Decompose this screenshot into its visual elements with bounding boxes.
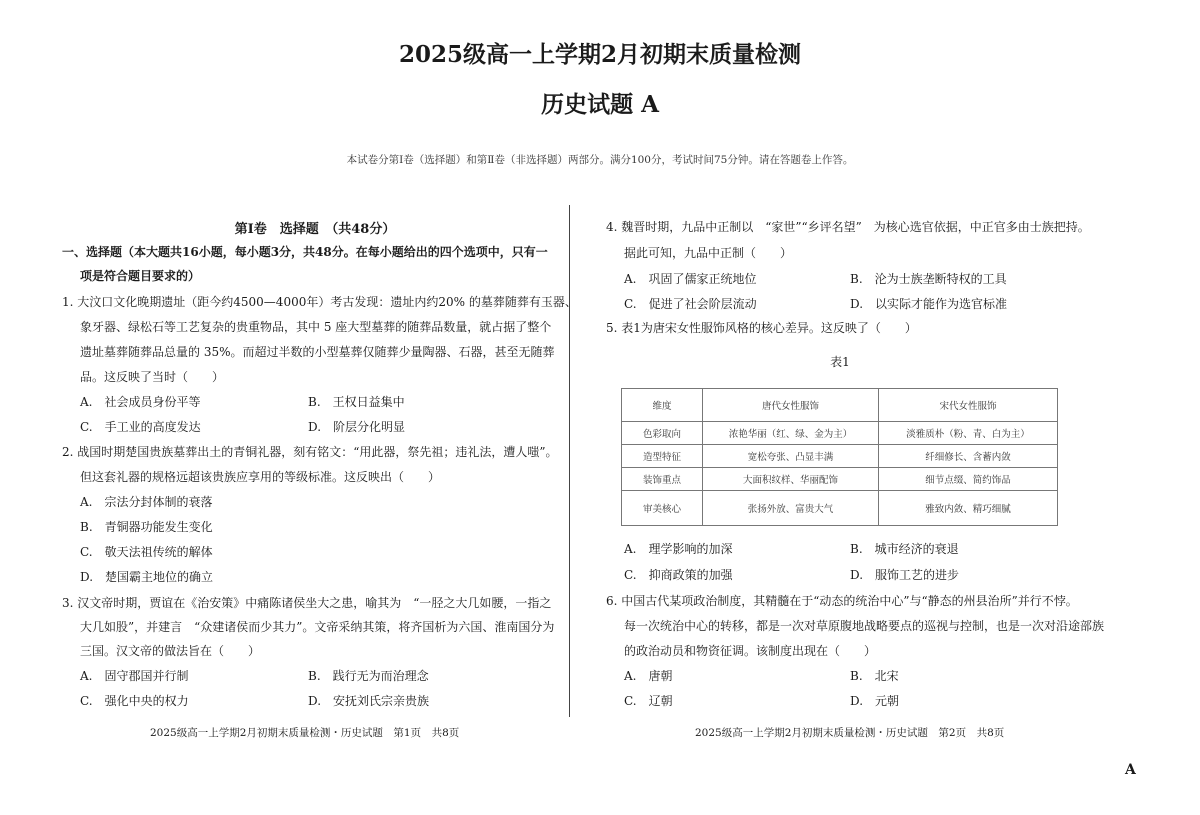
table-row [622,468,1058,491]
table-cell: 宽松夸张、凸显丰满 [703,445,879,468]
q3-stem-line-2: 大几如股”，并建言 “众建诸侯而少其力”。文帝采纳其策，将齐国析为六国、淮南国分为 [80,620,555,634]
q4-stem-line-2: 据此可知，九品中正制（ ） [624,246,793,260]
q1-stem-line-1: 1. 大汶口文化晚期遗址（距今约4500—4000年）考古发现：遗址内约20% 的墓葬随葬有玉器、 [62,295,577,309]
page-footer-2: 2025级高一上学期2月初期末质量检测・历史试题 第2页 共8页 [695,727,1005,739]
q6-stem-line-2: 每一次统治中心的转移，都是一次对草原腹地战略要点的巡视与控制，也是一次对沿途部族 [624,619,1105,633]
q1-option-a[interactable]: A. 社会成员身份平等 [80,395,201,409]
q3-option-b[interactable]: B. 践行无为而治理念 [308,669,429,683]
q2-option-c[interactable]: C. 敬天法祖传统的解体 [80,545,213,559]
q6-option-a[interactable]: A. 唐朝 [624,669,673,683]
table-header-row [622,389,1058,422]
q4-option-b[interactable]: B. 沦为士族垄断特权的工具 [850,272,1007,286]
table-cell: 雅致内敛、精巧细腻 [879,491,1058,526]
table-header-cell: 唐代女性服饰 [703,389,879,422]
section-title: 第Ⅰ卷 选择题 （共48分） [234,222,396,237]
table-caption: 表1 [830,355,850,369]
table-cell: 张扬外放、富贵大气 [703,491,879,526]
table-cell: 浓艳华丽（红、绿、金为主） [703,422,879,445]
q2-option-a[interactable]: A. 宗法分封体制的衰落 [80,495,213,509]
q1-stem-line-3: 遗址墓葬随葬品总量的 35%。而超过半数的小型墓葬仅随葬少量陶器、石器，甚至无随葬 [80,345,555,359]
table-cell: 大面积纹样、华丽配饰 [703,468,879,491]
q6-stem-line-3: 的政治动员和物资征调。该制度出现在（ ） [624,644,877,658]
table-row [622,491,1058,526]
q4-option-a[interactable]: A. 巩固了儒家正统地位 [624,272,757,286]
exam-subtitle: 历史试题 A [541,91,659,118]
q2-stem-line-2: 但这套礼器的规格远超该贵族应享用的等级标准。这反映出（ ） [80,470,441,484]
comparison-table [621,388,1058,526]
q1-option-d[interactable]: D. 阶层分化明显 [308,420,406,434]
q6-stem-line-1: 6. 中国古代某项政治制度，其精髓在于“动态的统治中心”与“静态的州县治所”并行不悖。 [606,594,1078,608]
table-cell: 造型特征 [622,445,703,468]
q3-option-a[interactable]: A. 固守郡国并行制 [80,669,189,683]
q3-option-c[interactable]: C. 强化中央的权力 [80,694,189,708]
q6-option-b[interactable]: B. 北宋 [850,669,899,683]
q2-stem-line-1: 2. 战国时期楚国贵族墓葬出土的青铜礼器，刻有铭文：“用此器，祭先祖；违礼法，遭人嗤”。 [62,445,558,459]
q2-option-d[interactable]: D. 楚国霸主地位的确立 [80,570,214,584]
table-cell: 审美核心 [622,491,703,526]
paper-version-mark: A [1125,762,1136,778]
q4-stem-line-1: 4. 魏晋时期，九品中正制以 “家世”“乡评名望” 为核心选官依据，中正官多由士族把持。 [606,220,1090,234]
q5-option-d[interactable]: D. 服饰工艺的进步 [850,568,960,582]
q6-option-c[interactable]: C. 辽朝 [624,694,673,708]
section-instruction-line-2: 项是符合题目要求的） [80,269,201,283]
table-row [622,445,1058,468]
table-cell: 细节点缀、简约饰品 [879,468,1058,491]
page-footer-1: 2025级高一上学期2月初期末质量检测・历史试题 第1页 共8页 [150,727,460,739]
table-header-cell: 宋代女性服饰 [879,389,1058,422]
table-cell: 淡雅质朴（粉、青、白为主） [879,422,1058,445]
q5-stem-line-1: 5. 表1为唐宋女性服饰风格的核心差异。这反映了（ ） [606,321,917,335]
q5-option-a[interactable]: A. 理学影响的加深 [624,542,733,556]
q1-stem-line-4: 品。这反映了当时（ ） [80,370,225,384]
q5-option-b[interactable]: B. 城市经济的衰退 [850,542,959,556]
q3-option-d[interactable]: D. 安抚刘氏宗亲贵族 [308,694,430,708]
table-header-cell: 维度 [622,389,703,422]
q4-option-d[interactable]: D. 以实际才能作为选官标准 [850,297,1008,311]
exam-instructions-note: 本试卷分第Ⅰ卷（选择题）和第Ⅱ卷（非选择题）两部分。满分100分，考试时间75分钟。请在答题卷上作答。 [346,154,854,166]
table-cell: 色彩取向 [622,422,703,445]
q3-stem-line-1: 3. 汉文帝时期，贾谊在《治安策》中痛陈诸侯坐大之患，喻其为 “一胫之大几如腰，一指之 [62,596,552,610]
q2-option-b[interactable]: B. 青铜器功能发生变化 [80,520,213,534]
q5-option-c[interactable]: C. 抑商政策的加强 [624,568,733,582]
table-row [622,422,1058,445]
column-divider [569,205,570,717]
section-instruction-line-1: 一、选择题（本大题共16小题，每小题3分，共48分。在每小题给出的四个选项中，只有一 [62,245,548,259]
q1-stem-line-2: 象牙器、绿松石等工艺复杂的贵重物品，其中 5 座大型墓葬的随葬品数量，就占据了整个 [80,320,552,334]
table-cell: 纤细修长、含蓄内敛 [879,445,1058,468]
q4-option-c[interactable]: C. 促进了社会阶层流动 [624,297,757,311]
exam-title: 2025级高一上学期2月初期末质量检测 [398,41,802,68]
q1-option-b[interactable]: B. 王权日益集中 [308,395,405,409]
q3-stem-line-3: 三国。汉文帝的做法旨在（ ） [80,644,261,658]
q1-option-c[interactable]: C. 手工业的高度发达 [80,420,201,434]
table-cell: 装饰重点 [622,468,703,491]
q6-option-d[interactable]: D. 元朝 [850,694,900,708]
